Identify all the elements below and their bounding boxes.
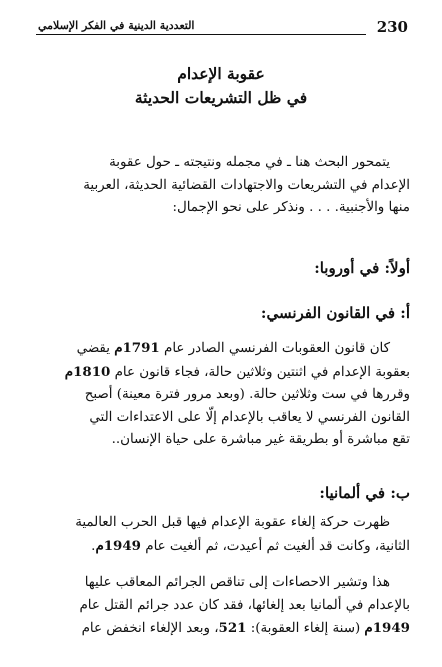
subsection-heading: ب: في ألمانيا: <box>319 484 410 502</box>
intro-paragraph <box>36 152 410 220</box>
paragraph-line: بالإعدام في ألمانيا بعد إلغائها، فقد كان عدد جرائم القتل عام <box>79 597 410 613</box>
paragraph-line: وقررها في ست وثلاثين حالة. (وبعد مرور فترة معينة) أصبح <box>84 387 410 403</box>
paragraph-line: القانون الفرنسي لا يعاقب بالإعدام إلّا على الاعتداءات التي <box>89 409 410 425</box>
running-title: التعددية الدينية في الفكر الإسلامي <box>38 19 195 32</box>
year: 1949م <box>95 537 142 554</box>
france-paragraph <box>36 337 410 452</box>
year: 1810م <box>64 363 111 380</box>
header-rule <box>36 34 366 35</box>
paragraph-line: هذا وتشير الاحصاءات إلى تناقص الجرائم المعاقب عليها <box>84 575 390 590</box>
section-heading: أولاً: في أوروبا: <box>314 259 410 277</box>
paragraph-line: كان قانون العقوبات الفرنسي الصادر عام 1791م يقضي <box>76 340 390 356</box>
year: 1791م <box>114 340 160 356</box>
paragraph-line: الثانية، وكانت قد ألغيت ثم أعيدت، ثم ألغيت عام 1949م. <box>91 537 410 554</box>
subsection-heading-france <box>36 302 410 324</box>
paragraph-line: ظهرت حركة إلغاء عقوبة الإعدام فيها قبل الحرب العالمية <box>75 515 390 530</box>
count: 521 <box>218 620 247 637</box>
running-header <box>36 18 408 40</box>
subsection-heading: أ: في القانون الفرنسي: <box>260 304 410 322</box>
intro-line: يتمحور البحث هنا ـ في مجمله ونتيجته ـ حول عقوبة <box>109 155 390 170</box>
chapter-title-block <box>0 62 442 110</box>
intro-line: منها والأجنبية. . . . ونذكر على نحو الإجمال: <box>172 200 410 216</box>
section-heading-europe <box>36 257 410 279</box>
page-number: 230 <box>376 18 408 36</box>
germany-paragraph-2 <box>36 572 410 641</box>
chapter-title: عقوبة الإعدام <box>177 64 265 83</box>
paragraph-line: تقع مباشرة أو بطريقة غير مباشرة على حياة الإنسان.. <box>111 432 410 448</box>
subsection-heading-germany <box>36 482 410 504</box>
germany-paragraph-1 <box>36 512 410 558</box>
chapter-subtitle: في ظل التشريعات الحديثة <box>134 88 308 107</box>
paragraph-line: 1949م (سنة إلغاء العقوبة): 521، وبعد الإلغاء انخفض عام <box>81 620 410 637</box>
paragraph-line: بعقوبة الإعدام في اثنتين وثلاثين حالة، فجاء قانون عام 1810م <box>64 363 410 380</box>
intro-line: الإعدام في التشريعات والاجتهادات القضائية الحديثة، العربية <box>83 177 410 193</box>
year: 1949م <box>364 620 410 637</box>
